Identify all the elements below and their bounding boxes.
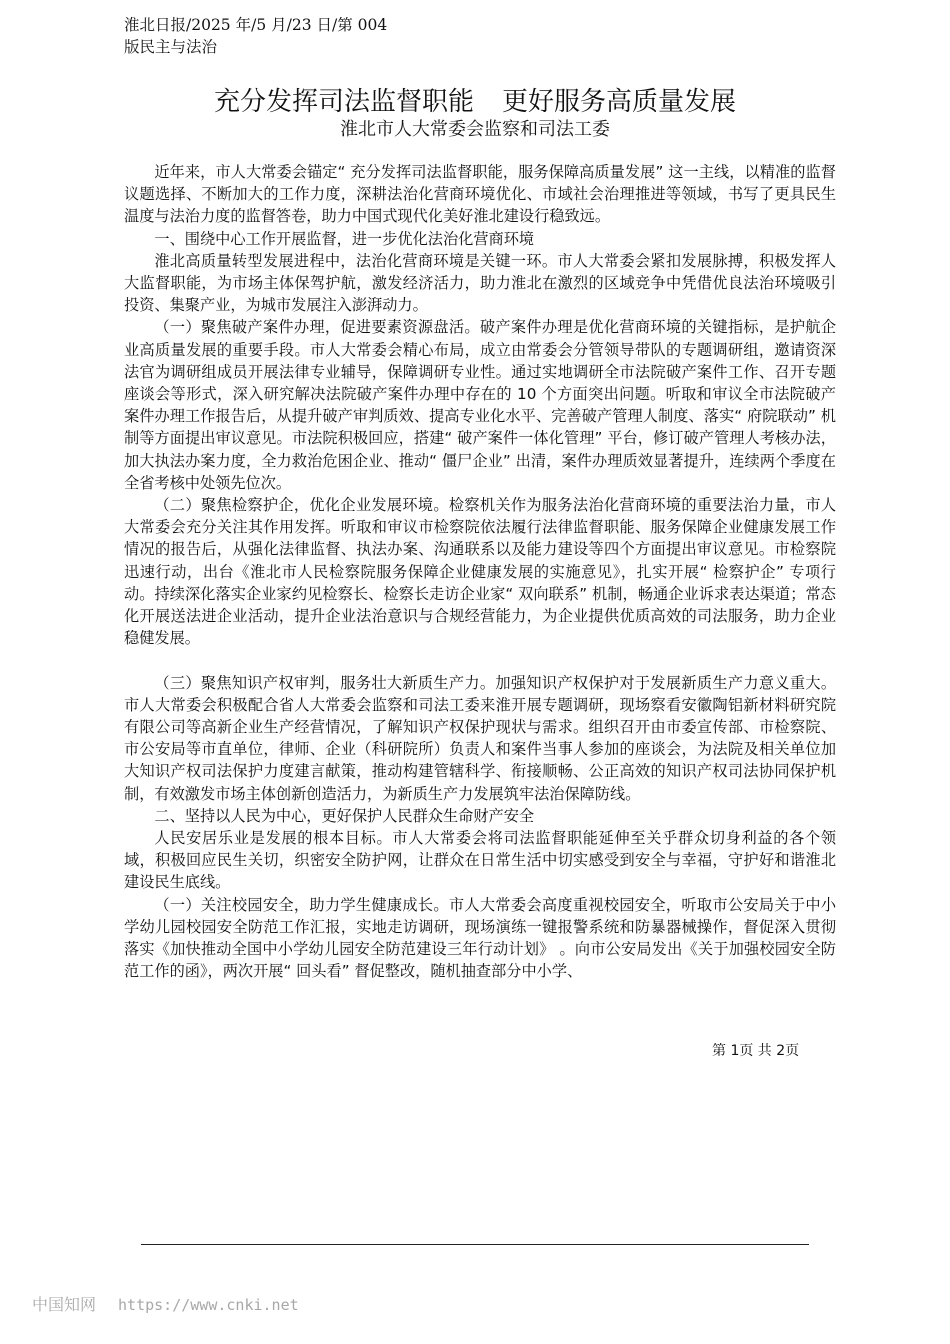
- article-title: [0, 84, 950, 120]
- watermark-url: https://www.cnki.net: [118, 1296, 299, 1314]
- source-line-1: 淮北日报/2025 年/5 月/23 日/第 004: [124, 16, 388, 34]
- footer-divider: [141, 1244, 809, 1245]
- paragraph: 近年来，市人大常委会锚定“ 充分发挥司法监督职能，服务保障高质量发展” 这一主线，以精准的监督议题选择、不断加大的工作力度，深耕法治化营商环境优化、市域社会治理推进等领域，书写了更具民生温度与法治力度的监督答卷，助力中国式现代化美好淮北建设行稳致远。: [124, 163, 836, 226]
- article-body: [124, 161, 836, 983]
- blank-line: [124, 649, 836, 671]
- cnki-watermark: [32, 1293, 299, 1317]
- paragraph: 淮北高质量转型发展进程中，法治化营商环境是关键一环。市人大常委会紧扣发展脉搏，积极发挥人大监督职能，为市场主体保驾护航，激发经济活力，助力淮北在激烈的区域竞争中凭借优良法治环境吸引投资、集聚产业，为城市发展注入澎湃动力。: [124, 251, 836, 315]
- title-part-2: 更好服务高质量发展: [502, 87, 737, 117]
- source-info: [124, 14, 387, 58]
- watermark-site-name: 中国知网: [32, 1295, 97, 1314]
- title-part-1: 充分发挥司法监督职能: [213, 87, 474, 117]
- paragraph: （一）关注校园安全，助力学生健康成长。市人大常委会高度重视校园安全，听取市公安局关于中小学幼儿园校园安全防范工作汇报，实地走访调研，现场演练一键报警系统和防暴器械操作，督促深入贯彻落实《加快推动全国中小学幼儿园安全防范建设三年行动计划》 。向市公安局发出《关于加强校园安全防范工作的函》，两次开展“ 回头看” 督促整改，随机抽查部分中小学、: [124, 895, 836, 981]
- section-heading: 一、围绕中心工作开展监督，进一步优化法治化营商环境: [154, 229, 535, 248]
- page-number: 第 1页 共 2页: [712, 1043, 800, 1059]
- article-author: 淮北市人大常委会监察和司法工委: [340, 119, 610, 140]
- source-line-2: 版民主与法治: [124, 38, 218, 56]
- paragraph: （三）聚焦知识产权审判，服务壮大新质生产力。加强知识产权保护对于发展新质生产力意义重大。市人大常委会积极配合省人大常委会监察和司法工委来淮开展专题调研，现场察看安徽陶铝新材料研究院有限公司等高新企业生产经营情况，了解知识产权保护现状与需求。组织召开由市委宣传部、市检察院、市公安局等市直单位，律师、企业（科研院所）负责人和案件当事人参加的座谈会，为法院及相关单位加大知识产权司法保护力度建言献策，推动构建管辖科学、衔接顺畅、公正高效的知识产权司法协同保护机制，有效激发市场主体创新创造活力，为新质生产力发展筑牢法治保障防线。: [124, 673, 836, 803]
- section-heading: 二、坚持以人民为中心，更好保护人民群众生命财产安全: [154, 806, 535, 825]
- paragraph: 人民安居乐业是发展的根本目标。市人大常委会将司法监督职能延伸至关乎群众切身利益的各个领域，积极回应民生关切，织密安全防护网，让群众在日常生活中切实感受到安全与幸福，守护好和谐淮北建设民生底线。: [124, 829, 836, 892]
- paragraph: （二）聚焦检察护企，优化企业发展环境。检察机关作为服务法治化营商环境的重要法治力量，市人大常委会充分关注其作用发挥。听取和审议市检察院依法履行法律监督职能、服务保障企业健康发展工作情况的报告后，从强化法律监督、执法办案、沟通联系以及能力建设等四个方面提出审议意见。市检察院迅速行动，出台《淮北市人民检察院服务保障企业健康发展的实施意见》，扎实开展“ 检察护企” 专项行动。持续深化落实企业家约见检察长、检察长走访企业家“ 双向联系” 机制，畅通企业诉求表达渠道；常态化开展送法进企业活动，提升企业法治意识与合规经营能力，为企业提供优质高效的司法服务，助力企业稳健发展。: [124, 496, 836, 648]
- paragraph: （一）聚焦破产案件办理，促进要素资源盘活。破产案件办理是优化营商环境的关键指标，是护航企业高质量发展的重要手段。市人大常委会精心布局，成立由常委会分管领导带队的专题调研组，邀请资深法官为调研组成员开展法律专业辅导，保障调研专业性。通过实地调研全市法院破产案件工作、召开专题座谈会等形式，深入研究解决法院破产案件办理中存在的 10 个方面突出问题。听取和审议全市法院破产案件办理工作报告后，从提升破产审判质效、提高专业化水平、完善破产管理人制度、落实“ 府院联动” 机制等方面提出审议意见。市法院积极回应，搭建“ 破产案件一体化管理” 平台，修订破产管理人考核办法，加大执法办案力度，全力救治危困企业、推动“ 僵尸企业” 出清，案件办理质效显著提升，连续两个季度在全省考核中处领先位次。: [124, 318, 836, 492]
